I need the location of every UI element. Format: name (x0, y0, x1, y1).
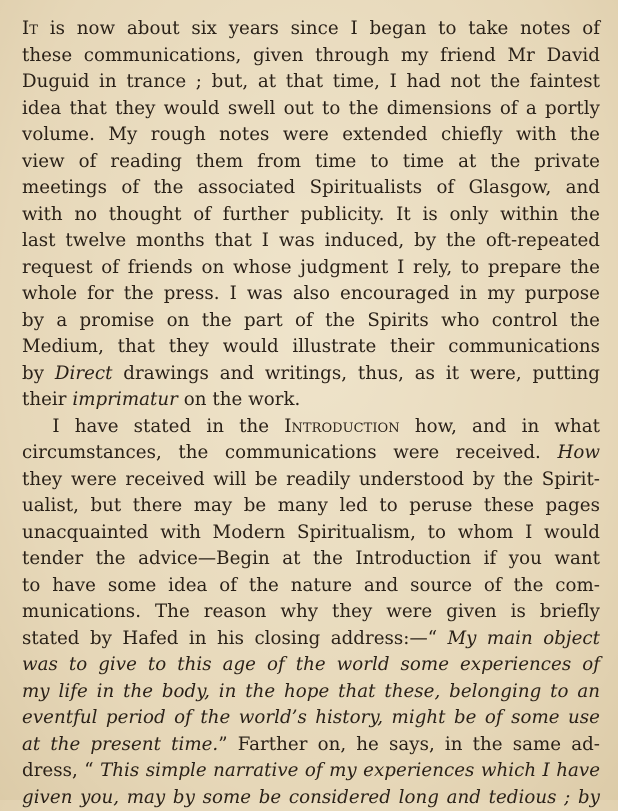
text-line: to have some idea of the nature and source of the com- (22, 573, 600, 600)
text-line: eventful period of the world’s history, might be of some use (22, 705, 600, 732)
text-line: by Direct drawings and writings, thus, as it were, putting (22, 361, 600, 388)
text-line: given you, may by some be considered long and tedious ; by (22, 785, 600, 811)
text-line: at the present time.” Farther on, he says, in the same ad- (22, 732, 600, 759)
text-line: It is now about six years since I began to take notes of (22, 16, 600, 43)
text-line: these communications, given through my friend Mr David (22, 43, 600, 70)
text-line: tender the advice—Begin at the Introduction if you want (22, 546, 600, 573)
text-line: last twelve months that I was induced, by the oft-repeated (22, 228, 600, 255)
text-line: stated by Hafed in his closing address:—“ My main object (22, 626, 600, 653)
text-line: by a promise on the part of the Spirits who control the (22, 308, 600, 335)
text-line: Duguid in trance ; but, at that time, I had not the faintest (22, 69, 600, 96)
text-line: dress, “ This simple narrative of my experiences which I have (22, 758, 600, 785)
text-line: was to give to this age of the world some experiences of (22, 652, 600, 679)
text-line: their imprimatur on the work. (22, 387, 600, 414)
text-line: view of reading them from time to time at the private (22, 149, 600, 176)
text-line: request of friends on whose judgment I rely, to prepare the (22, 255, 600, 282)
text-line: they were received will be readily understood by the Spirit- (22, 467, 600, 494)
text-line: I have stated in the Introduction how, and in what (22, 414, 600, 441)
text-line: unacquainted with Modern Spiritualism, to whom I would (22, 520, 600, 547)
text-line: my life in the body, in the hope that these, belonging to an (22, 679, 600, 706)
text-line: meetings of the associated Spiritualists of Glasgow, and (22, 175, 600, 202)
text-line: whole for the press. I was also encouraged in my purpose (22, 281, 600, 308)
text-line: idea that they would swell out to the dimensions of a portly (22, 96, 600, 123)
text-line: volume. My rough notes were extended chiefly with the (22, 122, 600, 149)
text-line: with no thought of further publicity. It is only within the (22, 202, 600, 229)
text-line: Medium, that they would illustrate their communications (22, 334, 600, 361)
text-line: munications. The reason why they were given is briefly (22, 599, 600, 626)
book-page (22, 16, 600, 811)
text-line: ualist, but there may be many led to peruse these pages (22, 493, 600, 520)
text-line: circumstances, the communications were received. How (22, 440, 600, 467)
drop-word: It (22, 18, 38, 39)
